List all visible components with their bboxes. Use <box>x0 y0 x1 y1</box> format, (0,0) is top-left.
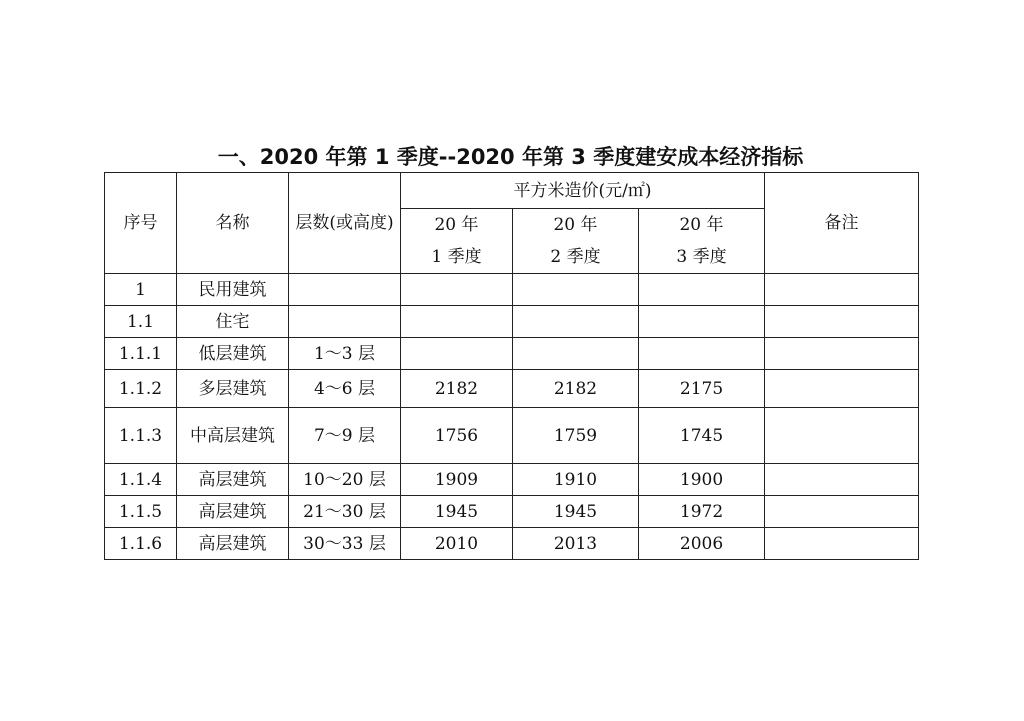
cell-q1 <box>401 274 513 306</box>
cell-q2: 1759 <box>513 408 639 464</box>
header-remark: 备注 <box>765 173 919 274</box>
cell-name: 民用建筑 <box>177 274 289 306</box>
table-row <box>105 464 919 496</box>
table-row <box>105 408 919 464</box>
cell-floors: 30～33 层 <box>289 528 401 560</box>
cell-q1: 1909 <box>401 464 513 496</box>
table-row <box>105 528 919 560</box>
cell-remark <box>765 528 919 560</box>
cell-q3 <box>639 306 765 338</box>
header-price-group: 平方米造价(元/㎡) <box>401 173 765 209</box>
cell-q2: 1945 <box>513 496 639 528</box>
cell-remark <box>765 496 919 528</box>
table-row <box>105 274 919 306</box>
table-row <box>105 306 919 338</box>
cell-seq: 1.1.3 <box>105 408 177 464</box>
cell-q3 <box>639 338 765 370</box>
cell-remark <box>765 274 919 306</box>
cost-index-table <box>104 172 919 560</box>
cell-remark <box>765 370 919 408</box>
table-row <box>105 370 919 408</box>
cell-name: 低层建筑 <box>177 338 289 370</box>
cell-remark <box>765 306 919 338</box>
cell-q2: 2013 <box>513 528 639 560</box>
cell-remark <box>765 408 919 464</box>
cell-q1: 2010 <box>401 528 513 560</box>
cell-seq: 1.1.1 <box>105 338 177 370</box>
cell-q1 <box>401 338 513 370</box>
cell-name: 住宅 <box>177 306 289 338</box>
cell-name: 高层建筑 <box>177 496 289 528</box>
header-floors: 层数(或高度) <box>289 173 401 274</box>
cell-floors: 10～20 层 <box>289 464 401 496</box>
header-name: 名称 <box>177 173 289 274</box>
header-quarter-3-year: 20 年 <box>679 215 724 235</box>
table-row <box>105 338 919 370</box>
cell-q3: 2175 <box>639 370 765 408</box>
cell-q2: 2182 <box>513 370 639 408</box>
cell-floors <box>289 274 401 306</box>
header-quarter-2-year: 20 年 <box>553 215 598 235</box>
header-row-top <box>105 173 919 209</box>
cell-seq: 1.1.4 <box>105 464 177 496</box>
cell-q1 <box>401 306 513 338</box>
cell-name: 高层建筑 <box>177 528 289 560</box>
header-quarter-2-label: 2 季度 <box>550 247 601 267</box>
header-quarter-1-year: 20 年 <box>434 215 479 235</box>
header-quarter-1-label: 1 季度 <box>431 247 482 267</box>
cell-floors: 7～9 层 <box>289 408 401 464</box>
cell-q3: 2006 <box>639 528 765 560</box>
header-quarter-2 <box>513 209 639 274</box>
cell-seq: 1.1.5 <box>105 496 177 528</box>
cell-q3 <box>639 274 765 306</box>
page-title: 一、2020 年第 1 季度--2020 年第 3 季度建安成本经济指标 <box>217 145 804 169</box>
cell-q2 <box>513 338 639 370</box>
header-quarter-3 <box>639 209 765 274</box>
table-row <box>105 496 919 528</box>
cell-seq: 1.1.6 <box>105 528 177 560</box>
cell-q2 <box>513 306 639 338</box>
cell-remark <box>765 338 919 370</box>
cell-floors <box>289 306 401 338</box>
cell-name: 中高层建筑 <box>177 408 289 464</box>
cell-q1: 1945 <box>401 496 513 528</box>
header-seq: 序号 <box>105 173 177 274</box>
cell-floors: 1～3 层 <box>289 338 401 370</box>
cell-seq: 1 <box>105 274 177 306</box>
cell-floors: 4～6 层 <box>289 370 401 408</box>
cell-q3: 1972 <box>639 496 765 528</box>
cell-seq: 1.1.2 <box>105 370 177 408</box>
cell-q1: 2182 <box>401 370 513 408</box>
cell-q2: 1910 <box>513 464 639 496</box>
cell-q1: 1756 <box>401 408 513 464</box>
cell-q3: 1900 <box>639 464 765 496</box>
header-quarter-1 <box>401 209 513 274</box>
cell-remark <box>765 464 919 496</box>
cell-name: 高层建筑 <box>177 464 289 496</box>
cell-q3: 1745 <box>639 408 765 464</box>
cell-name: 多层建筑 <box>177 370 289 408</box>
cell-q2 <box>513 274 639 306</box>
cell-seq: 1.1 <box>105 306 177 338</box>
cell-floors: 21～30 层 <box>289 496 401 528</box>
header-quarter-3-label: 3 季度 <box>676 247 727 267</box>
